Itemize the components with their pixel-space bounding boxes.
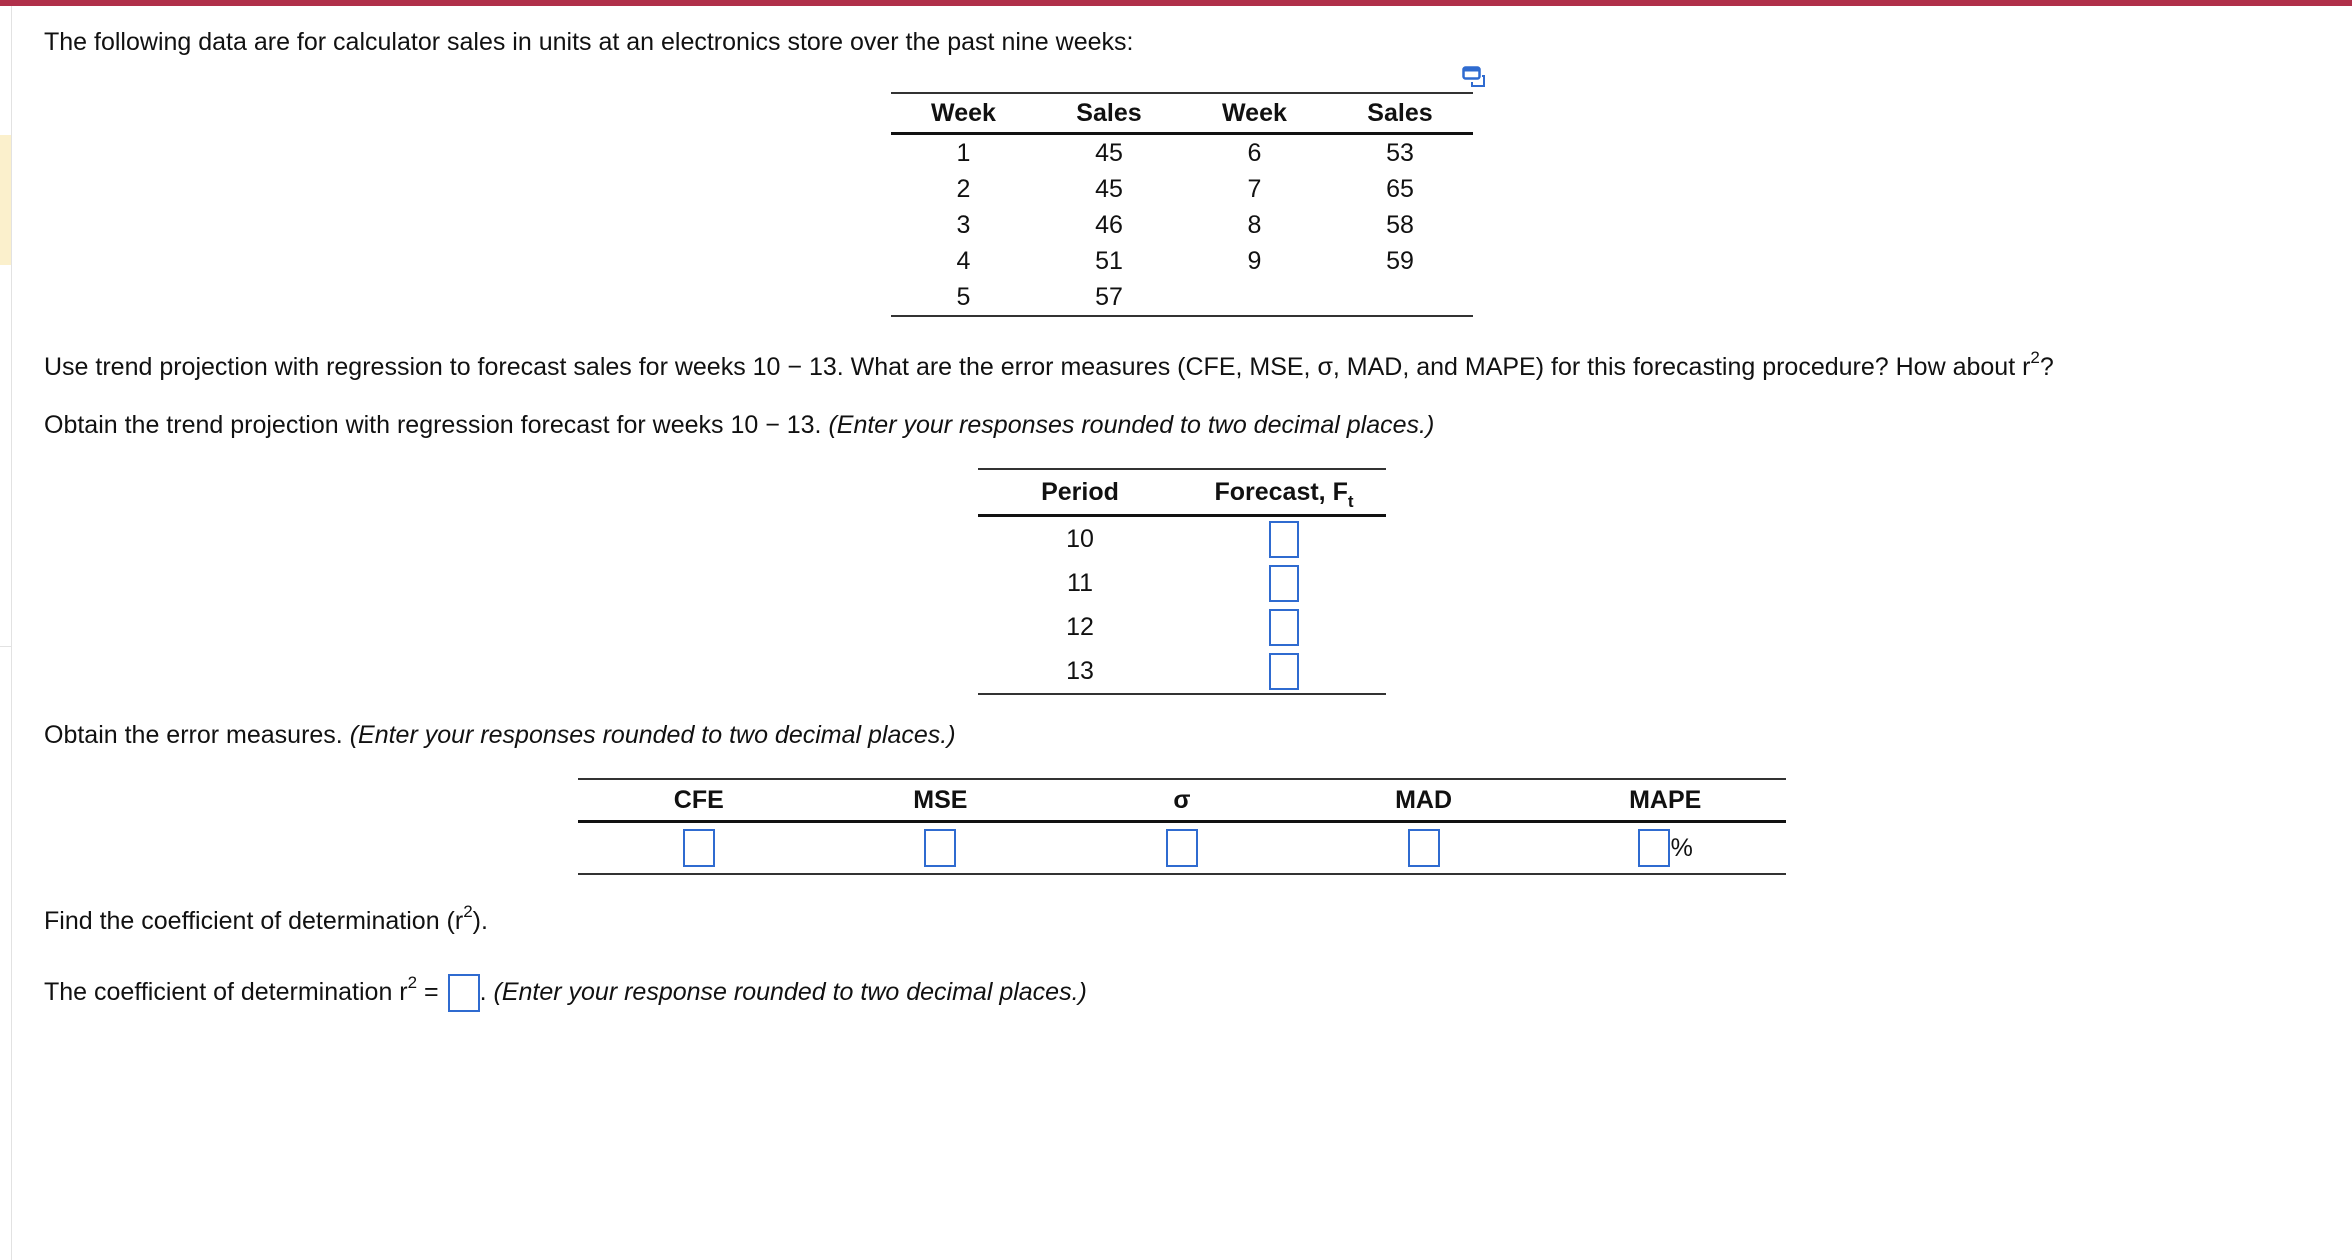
side-divider	[0, 646, 11, 647]
forecast-prompt-instruction: (Enter your responses rounded to two decimal places.)	[828, 411, 1435, 439]
table-cell: 9	[1247, 246, 1262, 275]
table-cell: 6	[1247, 138, 1262, 167]
mape-header: MAPE	[1544, 779, 1786, 822]
r2-instruction: (Enter your response rounded to two decimal places.)	[493, 978, 1087, 1006]
forecast-input-12[interactable]	[1269, 609, 1299, 646]
top-accent-bar	[0, 0, 2352, 6]
table-row	[891, 171, 1473, 207]
mse-input[interactable]	[924, 829, 956, 867]
forecast-table	[978, 468, 1386, 695]
r2-equals: =	[417, 978, 446, 1006]
table-header-row	[978, 469, 1386, 516]
table-cell: 5	[891, 279, 1036, 316]
table-header-row	[578, 779, 1786, 822]
table-cell: 7	[1247, 174, 1262, 203]
period-cell: 12	[1066, 612, 1094, 641]
forecast-cell	[1182, 605, 1386, 649]
r2-input[interactable]	[448, 974, 480, 1012]
table-header-row	[891, 93, 1473, 134]
table-row	[891, 134, 1473, 172]
percent-sign: %	[1670, 833, 1693, 862]
mad-input[interactable]	[1408, 829, 1440, 867]
sigma-cell	[1061, 822, 1303, 875]
forecast-cell	[1182, 516, 1386, 562]
question-end: ?	[2039, 353, 2054, 381]
period-cell: 10	[1066, 524, 1094, 553]
forecast-header	[1182, 469, 1386, 516]
error-prompt-text: Obtain the error measures.	[44, 721, 350, 749]
table-row	[978, 605, 1386, 649]
cfe-cell	[578, 822, 820, 875]
table-cell: 45	[1095, 174, 1123, 203]
find-r2-text	[44, 902, 488, 939]
mse-cell	[820, 822, 1062, 875]
left-border	[11, 6, 12, 1260]
table-cell: 57	[1036, 279, 1182, 316]
cfe-input[interactable]	[683, 829, 715, 867]
r2-label: The coefficient of determination r	[44, 978, 408, 1006]
table-cell	[1182, 279, 1327, 316]
period-header: Period	[978, 469, 1182, 516]
table-cell: 65	[1386, 174, 1414, 203]
table-cell: 53	[1386, 138, 1414, 167]
period-cell: 13	[978, 649, 1182, 694]
table-row	[578, 822, 1786, 875]
r2-after: .	[479, 978, 494, 1006]
mape-input[interactable]	[1638, 829, 1670, 867]
forecast-input-11[interactable]	[1269, 565, 1299, 602]
table-cell: 58	[1386, 210, 1414, 239]
forecast-header-subscript: t	[1347, 491, 1354, 511]
column-header: Sales	[1327, 93, 1473, 134]
period-cell: 11	[1067, 568, 1093, 597]
forecast-prompt	[44, 410, 1434, 440]
table-row	[891, 207, 1473, 243]
r2-superscript: 2	[407, 973, 418, 992]
forecast-header-label: Forecast, F	[1214, 477, 1348, 506]
question-main: Use trend projection with regression to forecast sales for weeks 10 − 13. What are the error measures (CFE, MSE, σ, MAD, and MAPE) for this forecasting procedure? How about r	[44, 353, 2031, 381]
sales-data-table	[891, 92, 1473, 317]
forecast-prompt-text: Obtain the trend projection with regression forecast for weeks 10 − 13.	[44, 411, 829, 439]
table-cell: 51	[1095, 246, 1123, 275]
forecast-cell	[1182, 649, 1386, 694]
forecast-input-10[interactable]	[1269, 521, 1299, 558]
error-measures-table	[578, 778, 1786, 875]
table-cell: 59	[1386, 246, 1414, 275]
table-cell: 4	[956, 246, 971, 275]
table-row	[978, 516, 1386, 562]
table-row	[978, 649, 1386, 694]
question-text	[44, 348, 2054, 385]
popout-window-icon[interactable]	[1462, 66, 1486, 88]
sigma-header: σ	[1061, 779, 1303, 822]
find-r2-superscript: 2	[463, 902, 473, 921]
sigma-input[interactable]	[1166, 829, 1198, 867]
table-cell: 1	[956, 138, 971, 167]
table-cell: 46	[1095, 210, 1123, 239]
table-cell: 8	[1247, 210, 1262, 239]
mad-cell	[1303, 822, 1545, 875]
mse-header: MSE	[820, 779, 1062, 822]
error-prompt	[44, 720, 956, 750]
intro-text: The following data are for calculator sales in units at an electronics store over the past nine weeks:	[44, 28, 1134, 56]
table-cell: 3	[956, 210, 971, 239]
side-tab[interactable]	[0, 135, 11, 265]
mad-header: MAD	[1303, 779, 1545, 822]
error-prompt-instruction: (Enter your responses rounded to two decimal places.)	[349, 721, 956, 749]
table-cell: 2	[956, 174, 971, 203]
table-row	[891, 279, 1473, 316]
find-r2-end: ).	[472, 907, 488, 935]
column-header: Sales	[1036, 93, 1182, 134]
column-header: Week	[891, 93, 1036, 134]
table-row	[891, 243, 1473, 279]
mape-cell	[1544, 822, 1786, 875]
cfe-header: CFE	[578, 779, 820, 822]
question-superscript: 2	[2030, 348, 2040, 367]
table-cell: 45	[1095, 138, 1123, 167]
forecast-input-13[interactable]	[1269, 653, 1299, 690]
column-header: Week	[1182, 93, 1327, 134]
table-cell	[1327, 279, 1473, 316]
forecast-cell	[1182, 561, 1386, 605]
r2-answer-line	[44, 972, 1087, 1015]
find-r2-main: Find the coefficient of determination (r	[44, 907, 464, 935]
table-row	[978, 561, 1386, 605]
